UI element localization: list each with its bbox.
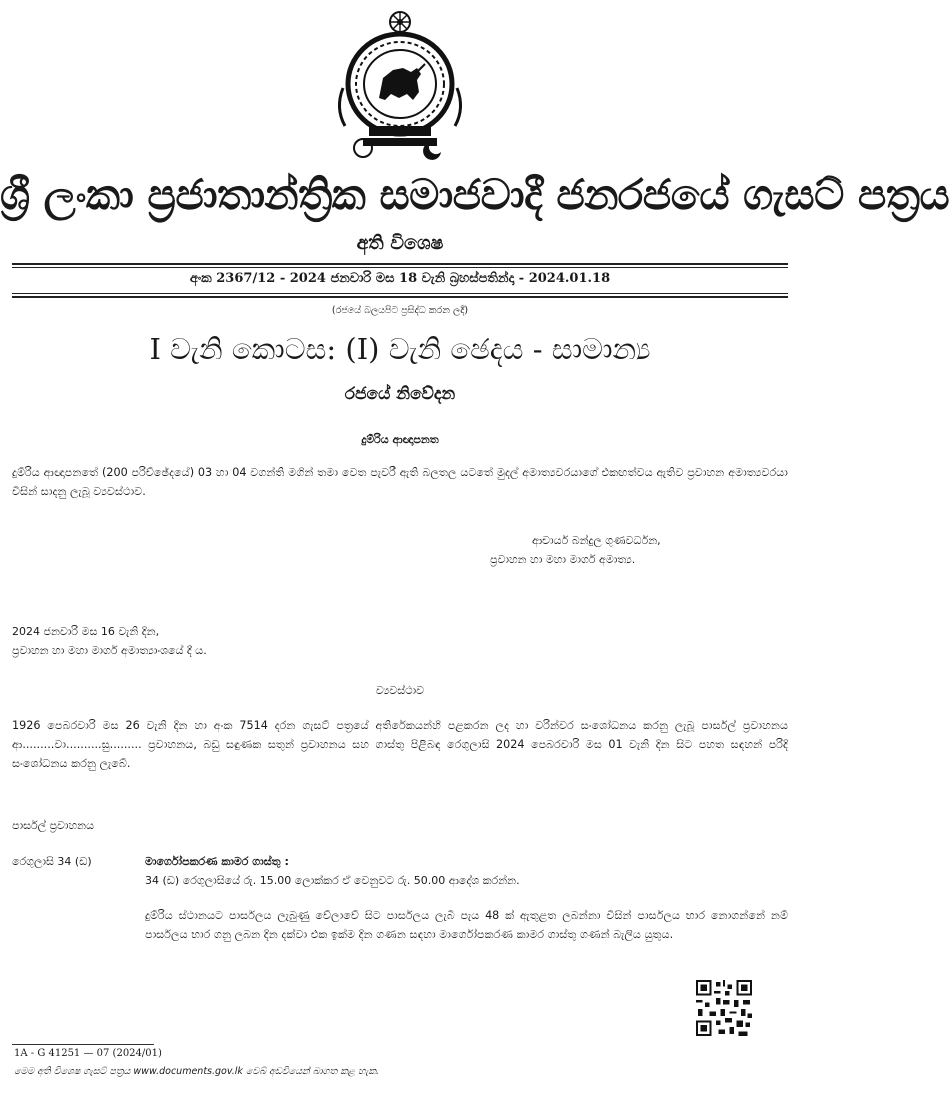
part-heading: I වැනි කොටස: (I) වැනි ඡෙදය - සාමාන්‍ය [149,332,651,366]
sri-lanka-emblem-icon [333,8,467,160]
dateline-place: ප්‍රවාහන හා මහා මාර්ග අමාත්‍යාංශයේ දී ය. [12,644,207,657]
dateline [12,622,207,660]
issue-line: අංක 2367/12 - 2024 ජනවාරි මස 18 වැනි බ්‍රහස්පතින්දා - 2024.01.18 [189,271,611,286]
header-rule-bottom [12,293,788,294]
regulation-amendment: 34 (ඩ) රෙගුලාසියේ රු. 15.00 ලොක්කර ඒ වෙනුවට රු. 50.00 ආදේශ කරන්න. [145,874,520,887]
gazette-title: ශ්‍රී ලංකා ප්‍රජාතාන්ත්‍රික සමාජවාදී ජනරජයේ ගැසට් පත්‍රය [0,170,949,219]
intro-paragraph: දුම්රිය ආඥාපනතේ (200 පරිච්ඡේදයේ) 03 හා 04 වගන්ති මගින් තමා වෙත පැවරී ඇති බලතල යටතේ මුදල් අමාත්‍යවරයාගේ එකඟත්වය ඇතිව ප්‍රවාහන අමාත්‍යවරයා විසින් සාදනු ලැබූ ව්‍යවස්ථාව. [12,466,788,498]
notices-heading: රජයේ නිවේදන [344,384,456,404]
header-rule-bottom-thick [12,296,788,298]
publication-authority: (රජයේ බලයපිට ප්‍රසිද්ධ කරන ලදී) [331,305,469,316]
footer-note: මෙම අති විශෙෂ ගැසට් පත්‍රය www.documents.gov.lk වෙබ් අඩවියෙන් බාගත කළ හැක. [14,1066,380,1077]
signature-block [490,531,790,569]
regulation-title: මාර්ගෝපකරණ කාමර ගාස්තු : [145,855,289,868]
footer-rule [12,1044,154,1045]
signatory-name: ආචාර්ය බන්දුල ගුණවර්ධන, [532,534,661,547]
regulation-heading: ව්‍යවස්ථාව [375,684,425,697]
dateline-date: 2024 ජනවාරි මස 16 වැනි දින, [12,625,160,638]
regulation-rule-text: දුම්රිය ස්ථානයට පාර්සලය ලැබුණු වේලාවේ සිට පාර්සලය ලැබී පැය 48 ක් ඇතුළත ලබන්නා විසින් පාර්සලය භාර නොගන්නේ නම් පාර්සලය භාර ගනු ලබන දින දක්වා එක ඉක්ම දින ගණන සඳහා මාර්ගෝපකරණ කාමර ගාස්තු ගණන් බැලිය යුතුය. [145,909,788,941]
footer-code: 1A - G 41251 — 07 (2024/01) [14,1048,162,1059]
gazette-subtitle: අති විශෙෂ [356,232,444,254]
header-rule-top-thin [12,267,788,268]
qr-code-icon [696,980,752,1036]
subject-heading: දුම්රිය ආඥාපනත [361,433,439,446]
signatory-title: ප්‍රවාහන හා මහා මාර්ග අමාත්‍ය. [490,553,636,566]
header-rule-top [12,263,788,265]
regulation-label: රෙගුලාසි 34 (ඩ) [12,855,92,868]
regulation-body: 1926 පෙබරවාරි මස 26 වැනි දින හා අංක 7514 දරන ගැසට් පත්‍රයේ අතිරේකයන්හි පළකරන ලද හා වරින්වර සංශෝධනය කරනු ලැබූ පාර්සල් ප්‍රවාහනය ආ.........වා..........සු......... ප්‍රවාහනය, බඩු සඳුණක සතුන් ප්‍රවාහනය සහ ගාස්තු පිළිබඳ රෙගුලාසි 2024 පෙබරවාරි මස 01 වැනි දින සිට පහත සඳහන් පරිදි සංශෝධනය කරනු ලැබේ. [12,719,788,770]
parcel-heading: පාර්සල් ප්‍රවාහනය [12,819,94,832]
